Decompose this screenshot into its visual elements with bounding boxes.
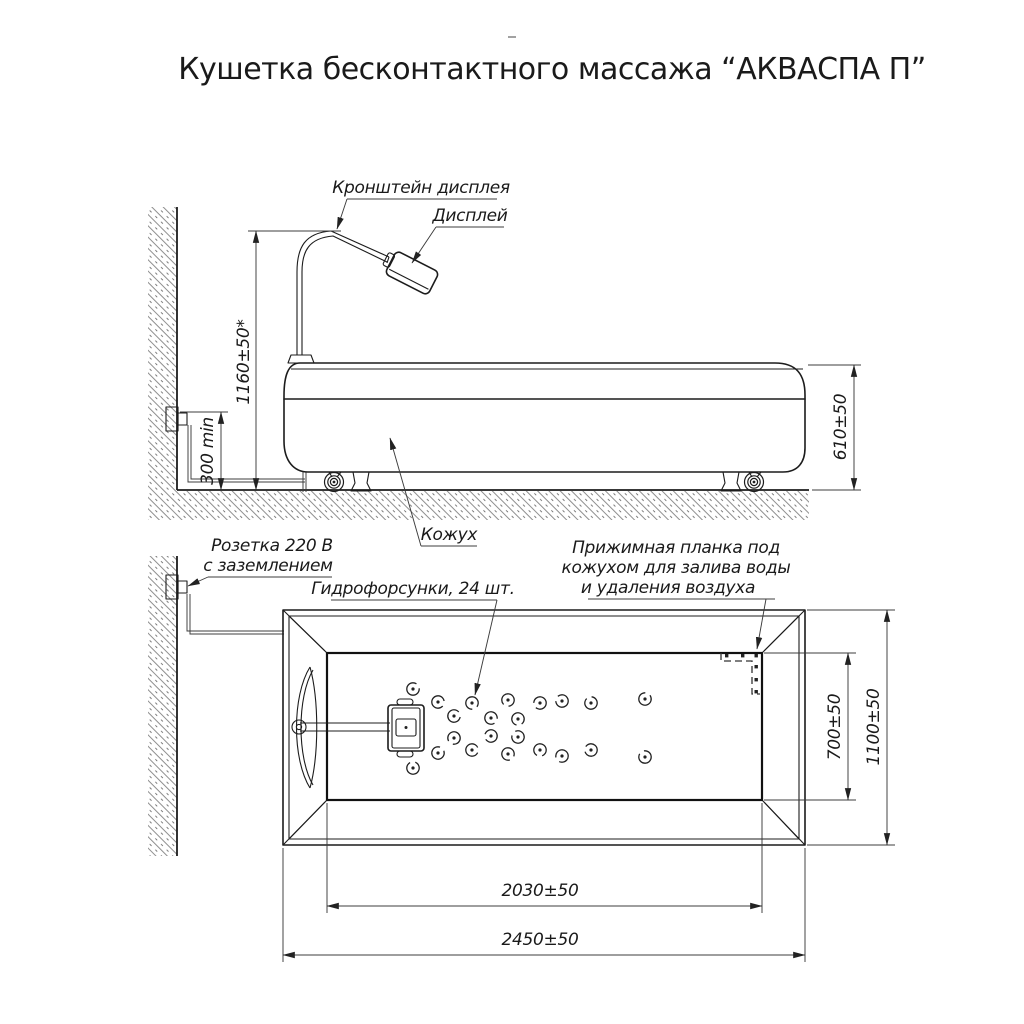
pump-unit [388, 699, 424, 757]
hydro-nozzle-center [506, 698, 509, 701]
display-label: Дисплей [432, 206, 508, 226]
floor-hatch [177, 491, 809, 520]
hydro-nozzle-center [436, 751, 439, 754]
hydro-nozzle-center [411, 766, 414, 769]
caster-right [745, 472, 764, 492]
hydro-nozzle-center [589, 748, 592, 751]
power-cable-top [187, 594, 284, 634]
dim-bed-height-label: 610±50 [831, 393, 851, 461]
clamping-strip [721, 653, 760, 694]
side-view [148, 178, 861, 546]
couch-frame [283, 610, 805, 845]
wall-hatch-top [148, 556, 177, 856]
socket-plug [178, 413, 187, 425]
frame-outer [283, 610, 805, 845]
hydro-nozzle-center [643, 755, 646, 758]
caster-left [325, 472, 344, 492]
hydro-nozzle-center [538, 748, 541, 751]
bed-leg-left [351, 472, 371, 491]
dim-overall-length [283, 848, 805, 962]
rod-pivot [292, 720, 306, 734]
bed-cover-outline [284, 363, 805, 472]
dim-basin-length-label: 2030±50 [501, 881, 579, 901]
dim-wall-clearance-label: 300 min [198, 417, 218, 485]
dim-arm-height-label: 1160±50* [234, 319, 254, 405]
hydro-nozzle-center [436, 700, 439, 703]
hydro-nozzle-center [470, 748, 473, 751]
baffle-arc-inner [301, 670, 313, 785]
top-view [148, 536, 895, 962]
socket-label-line2: с заземлением [203, 556, 333, 576]
hydro-nozzle-center [506, 752, 509, 755]
wall-hatch [148, 207, 177, 520]
cover-label: Кожух [420, 525, 478, 545]
frame-inner-line [289, 616, 799, 839]
bed-side [284, 363, 805, 492]
hydro-nozzle-center [452, 714, 455, 717]
dim-overall-length-label: 2450±50 [501, 930, 579, 950]
hydro-nozzle-center [560, 699, 563, 702]
nozzles-label: Гидрофорсунки, 24 шт. [311, 579, 515, 599]
hydro-nozzle-center [538, 701, 541, 704]
callout-display [412, 206, 508, 263]
dim-overall-width [807, 610, 895, 845]
hydro-nozzle-center [560, 754, 563, 757]
hydro-nozzle-center [643, 697, 646, 700]
hydro-nozzle-center [489, 734, 492, 737]
dim-basin-width-label: 700±50 [825, 693, 845, 761]
page-title: Кушетка бесконтактного массажа “АКВАСПА П” [178, 52, 926, 87]
display-bracket-label: Кронштейн дисплея [332, 178, 510, 198]
hydro-nozzle-center [489, 716, 492, 719]
hydro-nozzle-field [405, 683, 654, 777]
arm-mount [288, 355, 314, 363]
hydro-nozzle-center [516, 717, 519, 720]
hydro-nozzle-center [452, 736, 455, 739]
drive-mechanism [292, 667, 424, 788]
dim-basin-length [327, 803, 762, 913]
dim-bed-height [808, 365, 861, 490]
baffle-arc-outer [297, 667, 311, 788]
hydro-nozzle-center [411, 687, 414, 690]
socket-label-line1: Розетка 220 В [211, 536, 333, 556]
dim-basin-width [764, 653, 856, 800]
callout-clamping-strip [562, 538, 791, 649]
clamp-label-line3: и удаления воздуха [580, 578, 756, 598]
hydro-nozzle-center [516, 735, 519, 738]
dim-arm-height [234, 231, 341, 490]
display-arm [288, 231, 439, 363]
display-monitor [379, 248, 439, 296]
dim-overall-width-label: 1100±50 [864, 688, 884, 766]
bed-leg-right [721, 472, 741, 491]
hydro-nozzle-center [589, 701, 592, 704]
clamp-label-line2: кожухом для залива воды [561, 558, 791, 578]
baffle-arc-right [310, 667, 317, 788]
hydro-nozzle-center [470, 701, 473, 704]
callout-nozzles [311, 579, 514, 695]
clamp-label-line1: Прижимная планка под [572, 538, 780, 558]
